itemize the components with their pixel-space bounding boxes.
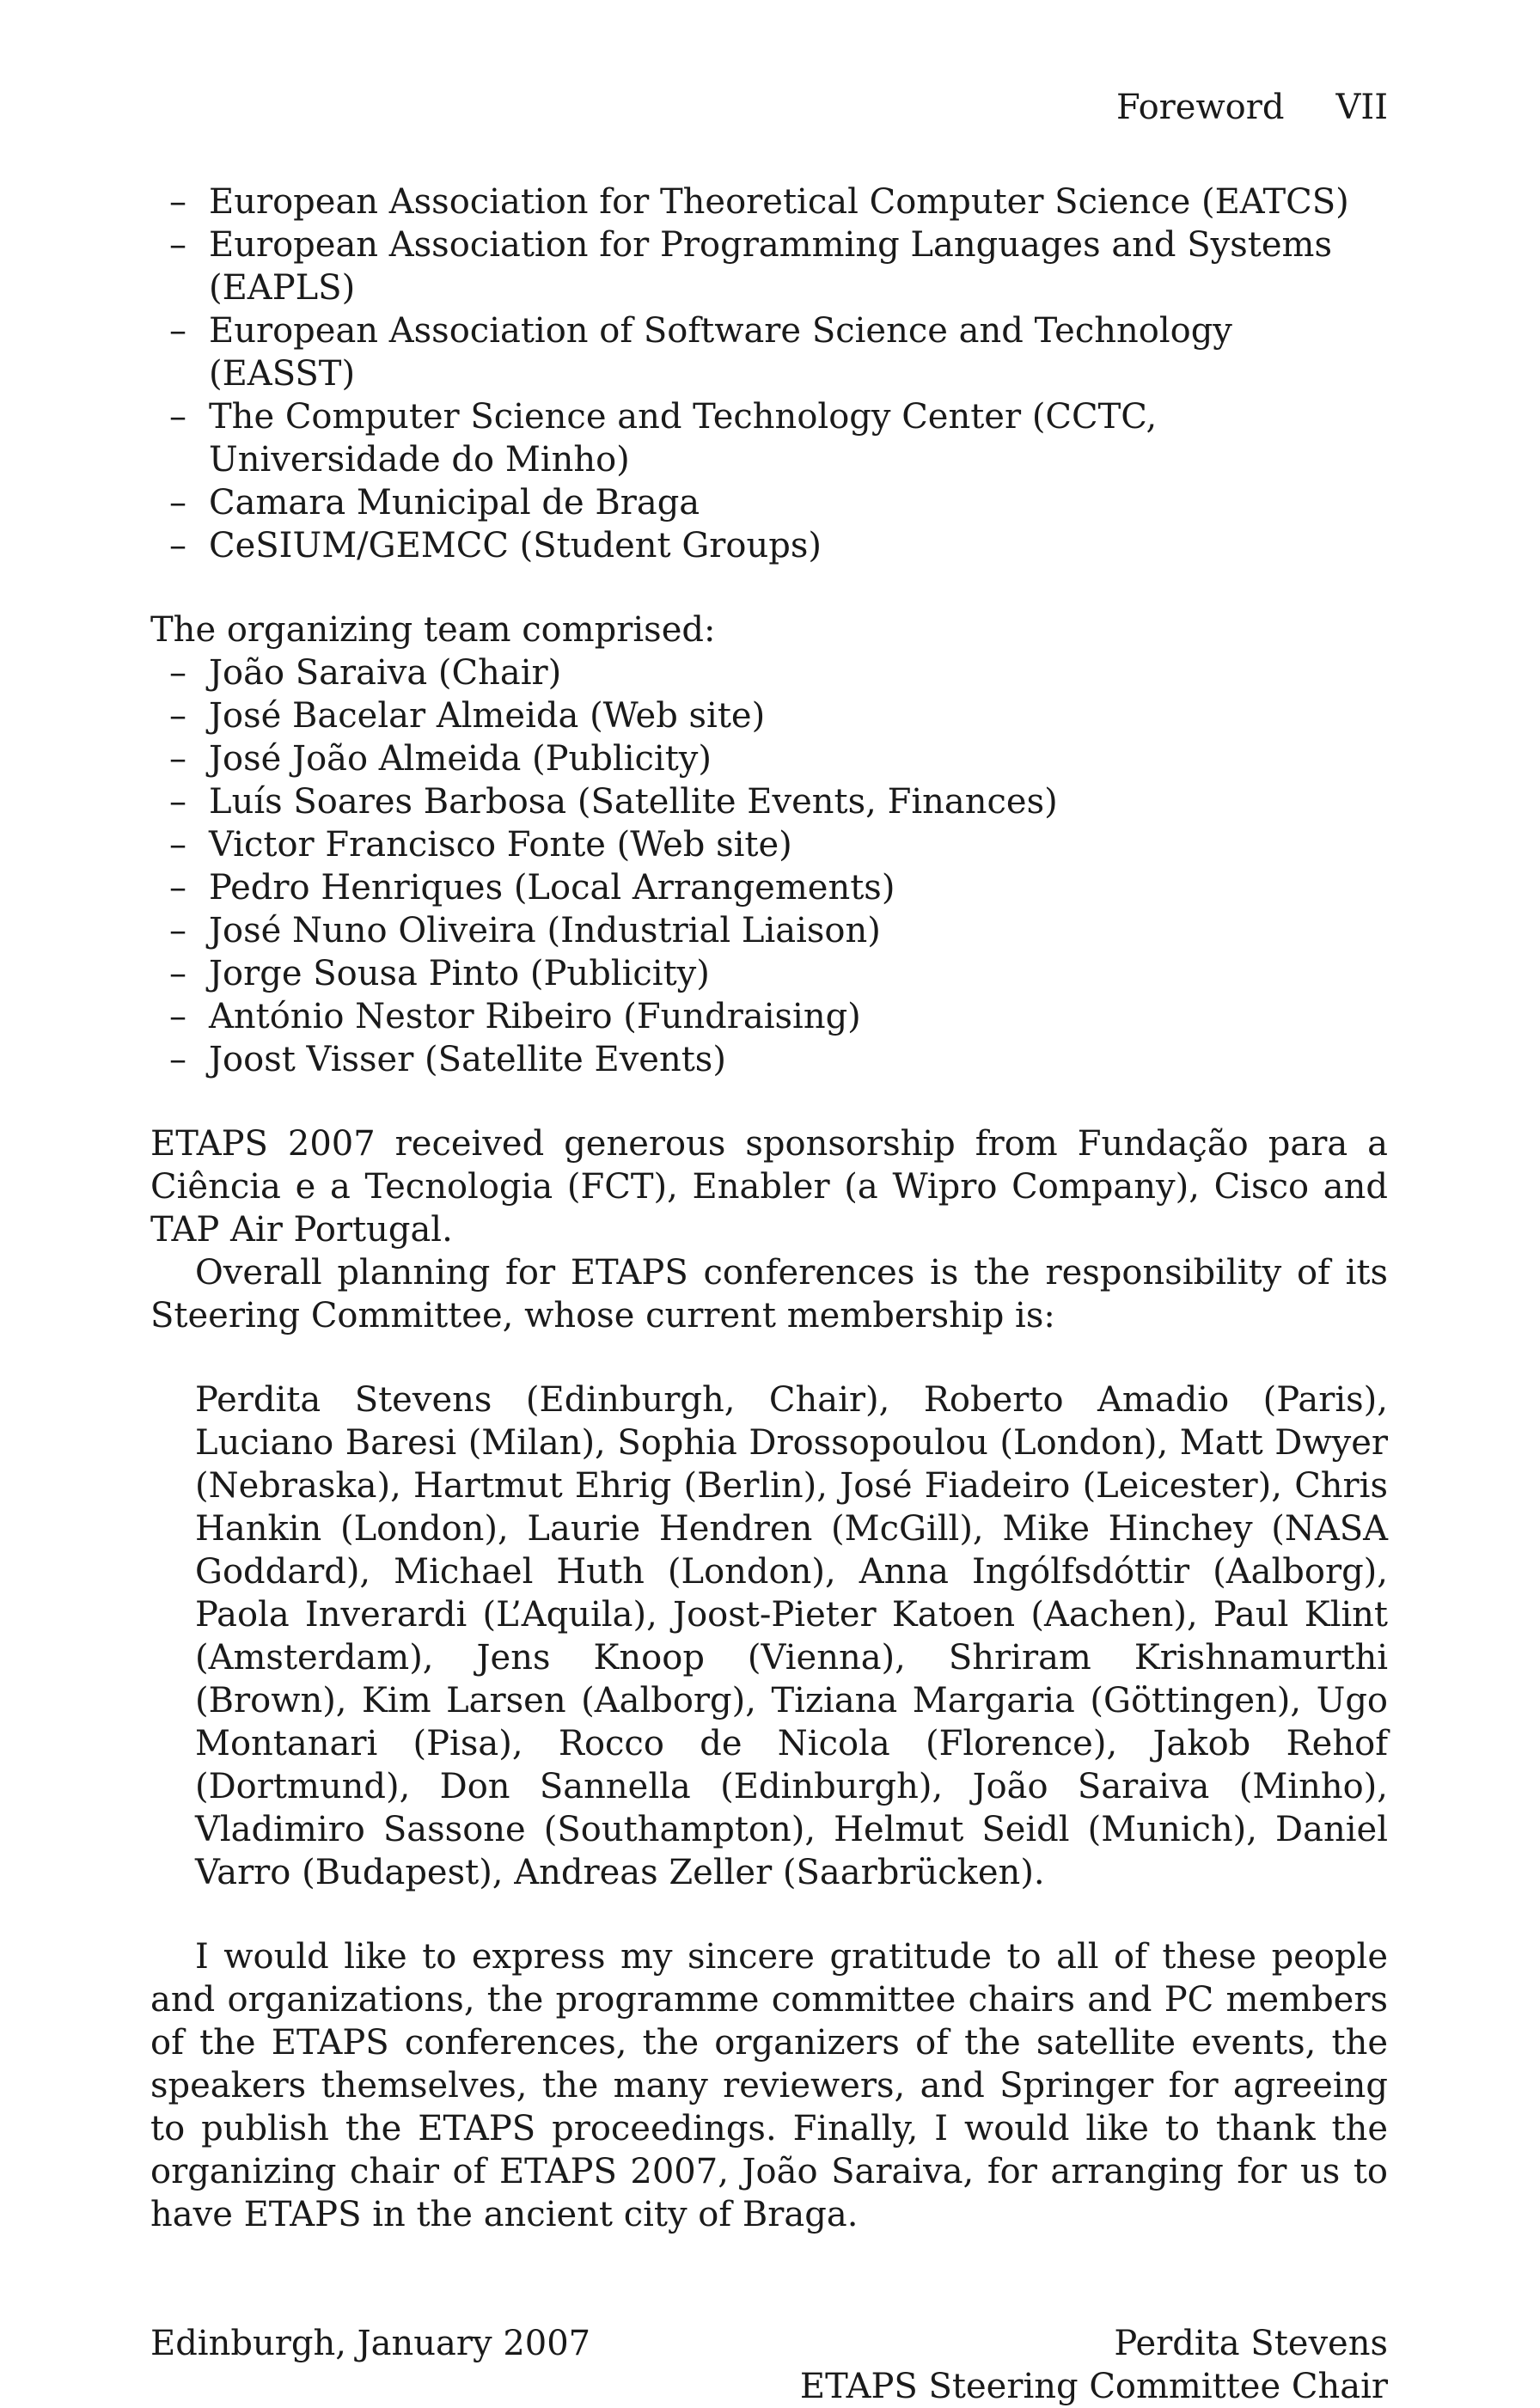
committee-members: Perdita Stevens (Edinburgh, Chair), Roberto Amadio (Paris), Luciano Baresi (Milan), Sophia Drossopoulou (London), Matt Dwyer (Nebraska), Hartmut Ehrig (Berlin), José Fiadeiro (Leicester), Chris Hankin (London), Laurie Hendren (McGill), Mike Hinchey (NASA Goddard), Michael Huth (London), Anna Ingólfsdóttir (Aalborg), Paola Inverardi (L’Aquila), Joost-Pieter Katoen (Aachen), Paul Klint (Amsterdam), Jens Knoop (Vienna), Shriram Krishnamurthi (Brown), Kim Larsen (Aalborg), Tiziana Margaria (Göttingen), Ugo Montanari (Pisa), Rocco de Nicola (Florence), Jakob Rehof (Dortmund), Don Sannella (Edinburgh), João Saraiva (Minho), Vladimiro Sassone (Southampton), Helmut Seidl (Munich), Daniel Varro (Budapest), Andreas Zeller (Saarbrücken). bbox=[195, 1380, 1388, 1892]
list-item: – António Nestor Ribeiro (Fundraising) bbox=[150, 995, 1388, 1038]
list-item: – João Saraiva (Chair) bbox=[150, 651, 1388, 694]
planning-paragraph: Overall planning for ETAPS conferences is the responsibility of its Steering Committee, whose current membership is: bbox=[150, 1253, 1388, 1335]
list-item: – Pedro Henriques (Local Arrangements) bbox=[150, 866, 1388, 909]
running-head-section: Foreword bbox=[1116, 88, 1285, 127]
list-item: – European Association of Software Science and Technology (EASST) bbox=[150, 309, 1388, 395]
sponsorship-paragraph: ETAPS 2007 received generous sponsorship from Fundação para a Ciência e a Tecnologia (FCT), Enabler (a Wipro Company), Cisco and TAP Air Portugal. bbox=[150, 1124, 1388, 1250]
signature-name: Perdita Stevens bbox=[1114, 2324, 1388, 2363]
list-item: – Victor Francisco Fonte (Web site) bbox=[150, 823, 1388, 866]
list-item: – Jorge Sousa Pinto (Publicity) bbox=[150, 952, 1388, 995]
sponsors-list bbox=[150, 180, 1388, 567]
list-item: – José Bacelar Almeida (Web site) bbox=[150, 694, 1388, 737]
list-item: – CeSIUM/GEMCC (Student Groups) bbox=[150, 524, 1388, 567]
list-item: – Camara Municipal de Braga bbox=[150, 481, 1388, 524]
list-item: – The Computer Science and Technology Center (CCTC, Universidade do Minho) bbox=[150, 395, 1388, 481]
signature-author bbox=[800, 2322, 1388, 2408]
signature-role: ETAPS Steering Committee Chair bbox=[799, 2367, 1388, 2406]
signature-place-date: Edinburgh, January 2007 bbox=[150, 2324, 591, 2363]
list-item: – José Nuno Oliveira (Industrial Liaison) bbox=[150, 909, 1388, 952]
list-item: – José João Almeida (Publicity) bbox=[150, 737, 1388, 780]
closing-paragraph: I would like to express my sincere gratitude to all of these people and organizations, the programme committee chairs and PC members of the ETAPS conferences, the organizers of the satellite events, the speakers themselves, the many reviewers, and Springer for agreeing to publish the ETAPS proceedings. Finally, I would like to thank the organizing chair of ETAPS 2007, João Saraiva, for arranging for us to have ETAPS in the ancient city of Braga. bbox=[150, 1937, 1388, 2234]
page-number: VII bbox=[1335, 88, 1388, 127]
running-head bbox=[150, 86, 1388, 129]
organizing-intro: The organizing team comprised: bbox=[150, 610, 716, 650]
page bbox=[150, 86, 1388, 2408]
signature-block bbox=[150, 2322, 1388, 2408]
list-item: – European Association for Programming Languages and Systems (EAPLS) bbox=[150, 223, 1388, 309]
organizing-team-list bbox=[150, 651, 1388, 1081]
list-item: – Luís Soares Barbosa (Satellite Events, Finances) bbox=[150, 780, 1388, 823]
list-item: – Joost Visser (Satellite Events) bbox=[150, 1038, 1388, 1081]
list-item: – European Association for Theoretical Computer Science (EATCS) bbox=[150, 180, 1388, 223]
